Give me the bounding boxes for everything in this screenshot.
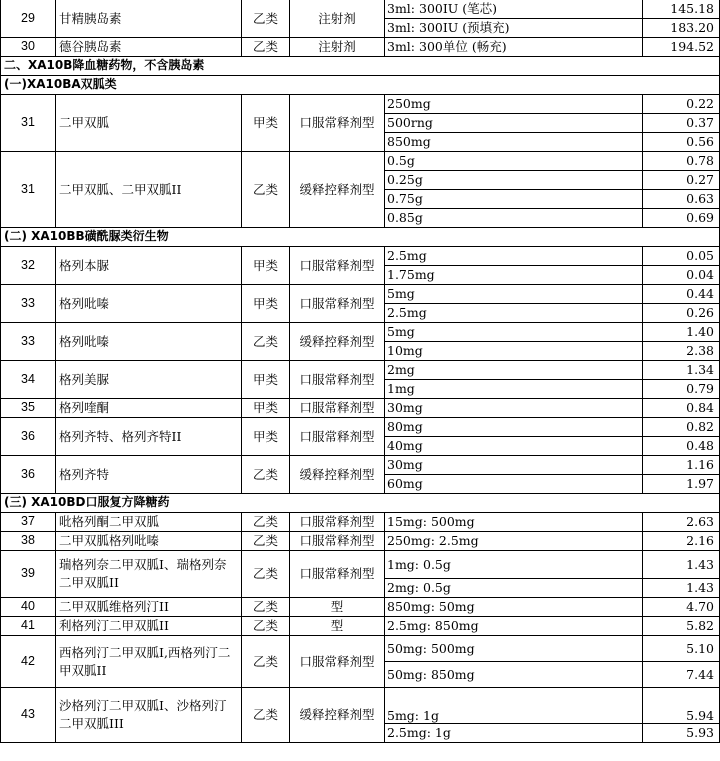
table-row [1,38,720,57]
table-row [1,95,720,114]
drug-price: 5.10 [643,636,720,662]
drug-spec: 3ml: 300IU (预填充) [385,19,643,38]
drug-price: 5.94 [643,688,720,724]
dosage-form: 口服常释剂型 [290,285,385,323]
drug-price: 0.56 [643,133,720,152]
row-number: 36 [1,456,56,494]
dosage-form: 口服常释剂型 [290,418,385,456]
drug-spec: 50mg: 500mg [385,636,643,662]
row-number: 29 [1,0,56,38]
drug-class: 乙类 [242,636,290,688]
subsection-header-row [1,228,720,247]
drug-spec: 250mg [385,95,643,114]
row-number: 31 [1,152,56,228]
drug-name: 格列吡嗪 [56,323,242,361]
subsection-title: (三) XA10BD口服复方降糖药 [1,494,720,513]
drug-spec: 30mg [385,456,643,475]
table-row [1,399,720,418]
section-title: 二、XA10B降血糖药物，不含胰岛素 [1,57,720,76]
drug-spec: 1mg: 0.5g [385,551,643,579]
drug-price: 183.20 [643,19,720,38]
drug-class: 甲类 [242,285,290,323]
drug-spec: 3ml: 300IU (笔芯) [385,0,643,19]
drug-name: 西格列汀二甲双胍I,西格列汀二甲双胍II [56,636,242,688]
subsection-header-row [1,494,720,513]
drug-spec: 50mg: 850mg [385,662,643,688]
row-number: 37 [1,513,56,532]
drug-class: 乙类 [242,598,290,617]
drug-spec: 500rng [385,114,643,133]
drug-class: 乙类 [242,532,290,551]
dosage-form: 口服常释剂型 [290,95,385,152]
drug-price: 0.37 [643,114,720,133]
drug-spec: 0.25g [385,171,643,190]
table-row [1,532,720,551]
drug-name: 瑞格列奈二甲双胍I、瑞格列奈二甲双胍II [56,551,242,598]
row-number: 32 [1,247,56,285]
drug-name: 格列吡嗪 [56,285,242,323]
drug-class: 乙类 [242,323,290,361]
drug-price: 2.38 [643,342,720,361]
dosage-form: 缓释控释剂型 [290,323,385,361]
drug-price: 0.22 [643,95,720,114]
subsection-title: (二) XA10BB磺酰脲类衍生物 [1,228,720,247]
drug-spec: 2mg [385,361,643,380]
drug-spec: 5mg [385,285,643,304]
drug-class: 甲类 [242,95,290,152]
drug-spec: 850mg [385,133,643,152]
drug-spec: 3ml: 300单位 (畅充) [385,38,643,57]
dosage-form: 口服常释剂型 [290,551,385,598]
drug-price: 194.52 [643,38,720,57]
drug-class: 乙类 [242,0,290,38]
subsection-title: (一)XA10BA双胍类 [1,76,720,95]
row-number: 40 [1,598,56,617]
dosage-form: 型 [290,617,385,636]
drug-price: 0.04 [643,266,720,285]
row-number: 33 [1,323,56,361]
row-number: 43 [1,688,56,743]
drug-price: 0.05 [643,247,720,266]
row-number: 39 [1,551,56,598]
drug-price: 0.48 [643,437,720,456]
table-row [1,285,720,304]
drug-spec: 0.75g [385,190,643,209]
table-row [1,456,720,475]
table-row [1,0,720,19]
drug-name: 格列美脲 [56,361,242,399]
drug-class: 甲类 [242,418,290,456]
row-number: 36 [1,418,56,456]
drug-name: 格列喹酮 [56,399,242,418]
drug-price: 145.18 [643,0,720,19]
drug-spec: 2.5mg: 1g [385,724,643,743]
drug-name: 甘精胰岛素 [56,0,242,38]
drug-spec: 80mg [385,418,643,437]
table-row [1,551,720,579]
drug-price: 0.82 [643,418,720,437]
drug-spec: 250mg: 2.5mg [385,532,643,551]
drug-spec: 2.5mg: 850mg [385,617,643,636]
table-row [1,636,720,662]
row-number: 38 [1,532,56,551]
dosage-form: 缓释控释剂型 [290,688,385,743]
drug-class: 乙类 [242,617,290,636]
drug-name: 沙格列汀二甲双胍I、沙格列汀二甲双胍III [56,688,242,743]
dosage-form: 口服常释剂型 [290,361,385,399]
drug-spec: 40mg [385,437,643,456]
drug-class: 乙类 [242,513,290,532]
drug-name: 格列齐特、格列齐特II [56,418,242,456]
drug-name: 二甲双胍、二甲双胍II [56,152,242,228]
drug-price: 1.34 [643,361,720,380]
drug-spec: 0.5g [385,152,643,171]
dosage-form: 口服常释剂型 [290,399,385,418]
drug-name: 利格列汀二甲双胍II [56,617,242,636]
drug-class: 乙类 [242,38,290,57]
drug-price: 2.63 [643,513,720,532]
drug-price: 1.40 [643,323,720,342]
drug-price: 0.63 [643,190,720,209]
drug-spec: 1mg [385,380,643,399]
table-row [1,617,720,636]
dosage-form: 注射剂 [290,38,385,57]
drug-class: 乙类 [242,152,290,228]
drug-price: 0.79 [643,380,720,399]
table-row [1,361,720,380]
drug-spec: 2mg: 0.5g [385,579,643,598]
drug-class: 甲类 [242,399,290,418]
row-number: 30 [1,38,56,57]
dosage-form: 口服常释剂型 [290,247,385,285]
drug-name: 格列本脲 [56,247,242,285]
dosage-form: 注射剂 [290,0,385,38]
drug-name: 二甲双胍 [56,95,242,152]
drug-spec: 1.75mg [385,266,643,285]
drug-spec: 30mg [385,399,643,418]
drug-spec: 5mg: 1g [385,688,643,724]
subsection-header-row [1,76,720,95]
drug-price: 7.44 [643,662,720,688]
drug-price: 1.43 [643,551,720,579]
dosage-form: 口服常释剂型 [290,532,385,551]
table-row [1,598,720,617]
drug-spec: 2.5mg [385,247,643,266]
drug-price: 0.44 [643,285,720,304]
row-number: 41 [1,617,56,636]
dosage-form: 缓释控释剂型 [290,152,385,228]
drug-class: 乙类 [242,551,290,598]
table-row [1,418,720,437]
table-row [1,152,720,171]
drug-spec: 10mg [385,342,643,361]
drug-class: 甲类 [242,361,290,399]
row-number: 35 [1,399,56,418]
table-row [1,513,720,532]
drug-price: 0.26 [643,304,720,323]
section-header-row [1,57,720,76]
drug-spec: 15mg: 500mg [385,513,643,532]
row-number: 34 [1,361,56,399]
drug-spec: 0.85g [385,209,643,228]
dosage-form: 口服常释剂型 [290,636,385,688]
drug-price: 0.69 [643,209,720,228]
dosage-form: 口服常释剂型 [290,513,385,532]
row-number: 33 [1,285,56,323]
drug-price: 5.93 [643,724,720,743]
drug-price: 4.70 [643,598,720,617]
drug-class: 乙类 [242,456,290,494]
drug-name: 二甲双胍维格列汀II [56,598,242,617]
drug-price: 0.27 [643,171,720,190]
drug-name: 德谷胰岛素 [56,38,242,57]
row-number: 31 [1,95,56,152]
dosage-form: 型 [290,598,385,617]
drug-spec: 850mg: 50mg [385,598,643,617]
drug-class: 乙类 [242,688,290,743]
drug-name: 二甲双胍格列吡嗪 [56,532,242,551]
table-row [1,688,720,724]
drug-price: 1.16 [643,456,720,475]
row-number: 42 [1,636,56,688]
drug-price: 1.97 [643,475,720,494]
drug-price: 0.78 [643,152,720,171]
drug-price: 2.16 [643,532,720,551]
drug-spec: 60mg [385,475,643,494]
dosage-form: 缓释控释剂型 [290,456,385,494]
drug-price: 1.43 [643,579,720,598]
table-row [1,247,720,266]
drug-price: 5.82 [643,617,720,636]
drug-name: 格列齐特 [56,456,242,494]
drug-spec: 5mg [385,323,643,342]
drug-spec: 2.5mg [385,304,643,323]
drug-class: 甲类 [242,247,290,285]
drug-name: 吡格列酮二甲双胍 [56,513,242,532]
drug-price: 0.84 [643,399,720,418]
table-row [1,323,720,342]
